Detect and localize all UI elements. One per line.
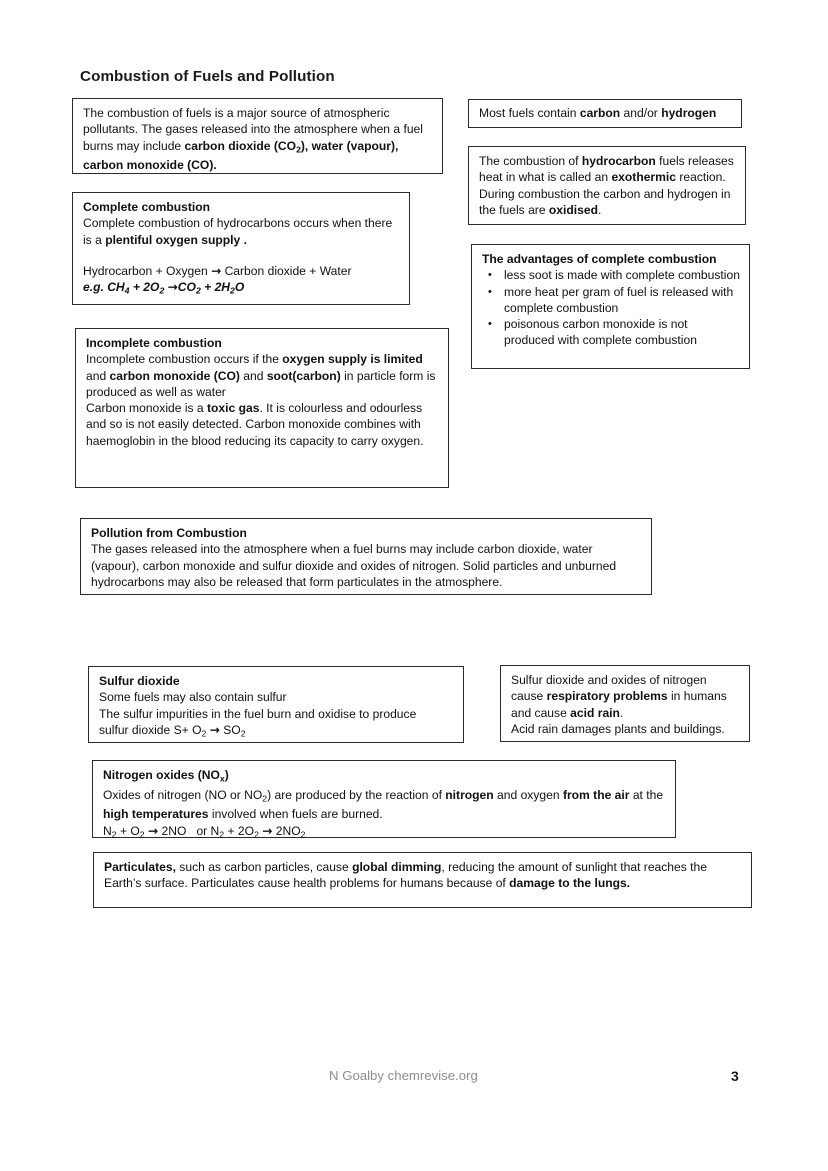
sulfur-dioxide-box <box>88 666 464 743</box>
advantages-complete-combustion-box <box>471 244 750 369</box>
particulates-text: Particulates, such as carbon particles, cause global dimming, reducing the amount of sunlight that reaches the Earth’s surface. Particulates cause health problems for humans because of damage to the lungs. <box>104 860 707 891</box>
advantages-list <box>482 267 740 348</box>
hydrocarbon-combustion-text: The combustion of hydrocarbon fuels releases heat in what is called an exothermic reaction. During combustion the carbon and hydrogen in the fuels are oxidised. <box>479 154 734 217</box>
arrow-icon: → <box>211 263 222 278</box>
nitrogen-oxides-text: Oxides of nitrogen (NO or $NO_2$) are produced by the reaction of nitrogen and oxygen from the air at the high temperatures involved when fuels are burned. <box>103 787 664 822</box>
incomplete-combustion-paragraph-1: Incomplete combustion occurs if the oxygen supply is limited and carbon monoxide (CO) and soot(carbon) in particle form is produced as well as water <box>86 352 436 399</box>
introduction-text: The combustion of fuels is a major source of atmospheric pollutants. The gases released into the atmosphere when a fuel burns may include carbon dioxide $(CO_2)$, water (vapour), carbon monoxide (CO). <box>83 106 423 173</box>
arrow-icon: → <box>209 722 220 737</box>
complete-combustion-word-equation: Hydrocarbon + Oxygen → Carbon dioxide + Water <box>83 263 352 278</box>
incomplete-combustion-box <box>75 328 449 488</box>
footer-page-number: 3 <box>731 1068 739 1084</box>
incomplete-combustion-heading: Incomplete combustion <box>86 336 222 350</box>
most-fuels-box <box>468 99 742 128</box>
pollution-text: The gases released into the atmosphere when a fuel burns may include carbon dioxide, water (vapour), carbon monoxide and sulfur dioxide and oxides of nitrogen. Solid particles and unburned hydrocarbons may also be released that form particulates in the atmosphere. <box>91 542 617 589</box>
sulfur-dioxide-equation: sulfur dioxide $S+ O_2 \to SO_2$ <box>99 722 246 739</box>
list-item: • poisonous carbon monoxide is not produced with complete combustion <box>504 316 740 349</box>
particulates-box <box>93 852 752 908</box>
most-fuels-text: Most fuels contain carbon and/or hydrogen <box>479 106 717 120</box>
sulfur-dioxide-heading: Sulfur dioxide <box>99 674 180 688</box>
sulfur-dioxide-line-1: Some fuels may also contain sulfur <box>99 690 287 705</box>
arrow-icon: → <box>148 823 159 838</box>
spacer <box>83 248 400 263</box>
list-item: • less soot is made with complete combustion <box>504 267 740 283</box>
incomplete-combustion-paragraph-2: Carbon monoxide is a toxic gas. It is colourless and odourless and so is not easily detected. Carbon monoxide combines with haemoglobin in the blood reducing its capacity to carry oxygen. <box>86 401 424 448</box>
nitrogen-oxides-heading: Nitrogen oxides $(NO_x)$ <box>103 768 229 784</box>
complete-combustion-symbol-equation: e.g. $CH_4 + 2O_2 \to CO_2 + 2H_2O$ <box>83 280 245 296</box>
arrow-icon: → <box>167 280 178 295</box>
introduction-box <box>72 98 443 174</box>
sulfur-dioxide-line-2: The sulfur impurities in the fuel burn and oxidise to produce <box>99 706 417 721</box>
arrow-icon: → <box>262 823 273 838</box>
pollution-heading: Pollution from Combustion <box>91 526 247 540</box>
nitrogen-oxides-box <box>92 760 676 838</box>
complete-combustion-text: Complete combustion of hydrocarbons occurs when there is a plentiful oxygen supply . <box>83 216 393 247</box>
sulfur-dioxide-effects-box <box>500 665 750 742</box>
hydrocarbon-combustion-box <box>468 146 746 225</box>
list-item: • more heat per gram of fuel is released with complete combustion <box>504 284 740 317</box>
complete-combustion-box <box>72 192 410 305</box>
nitrogen-oxides-equation: $N_2 + O_2 \to 2NO$ or $N_2 + 2O_2 \to 2NO_2$ <box>103 823 306 840</box>
footer-attribution: N Goalby chemrevise.org <box>329 1068 478 1083</box>
pollution-from-combustion-box <box>80 518 652 595</box>
advantages-heading: The advantages of complete combustion <box>482 252 717 266</box>
sulfur-effects-line-2: Acid rain damages plants and buildings. <box>511 721 725 736</box>
sulfur-effects-line-1: Sulfur dioxide and oxides of nitrogen cause respiratory problems in humans and cause acid rain. <box>511 673 727 720</box>
complete-combustion-heading: Complete combustion <box>83 200 210 214</box>
page-title: Combustion of Fuels and Pollution <box>80 68 335 85</box>
